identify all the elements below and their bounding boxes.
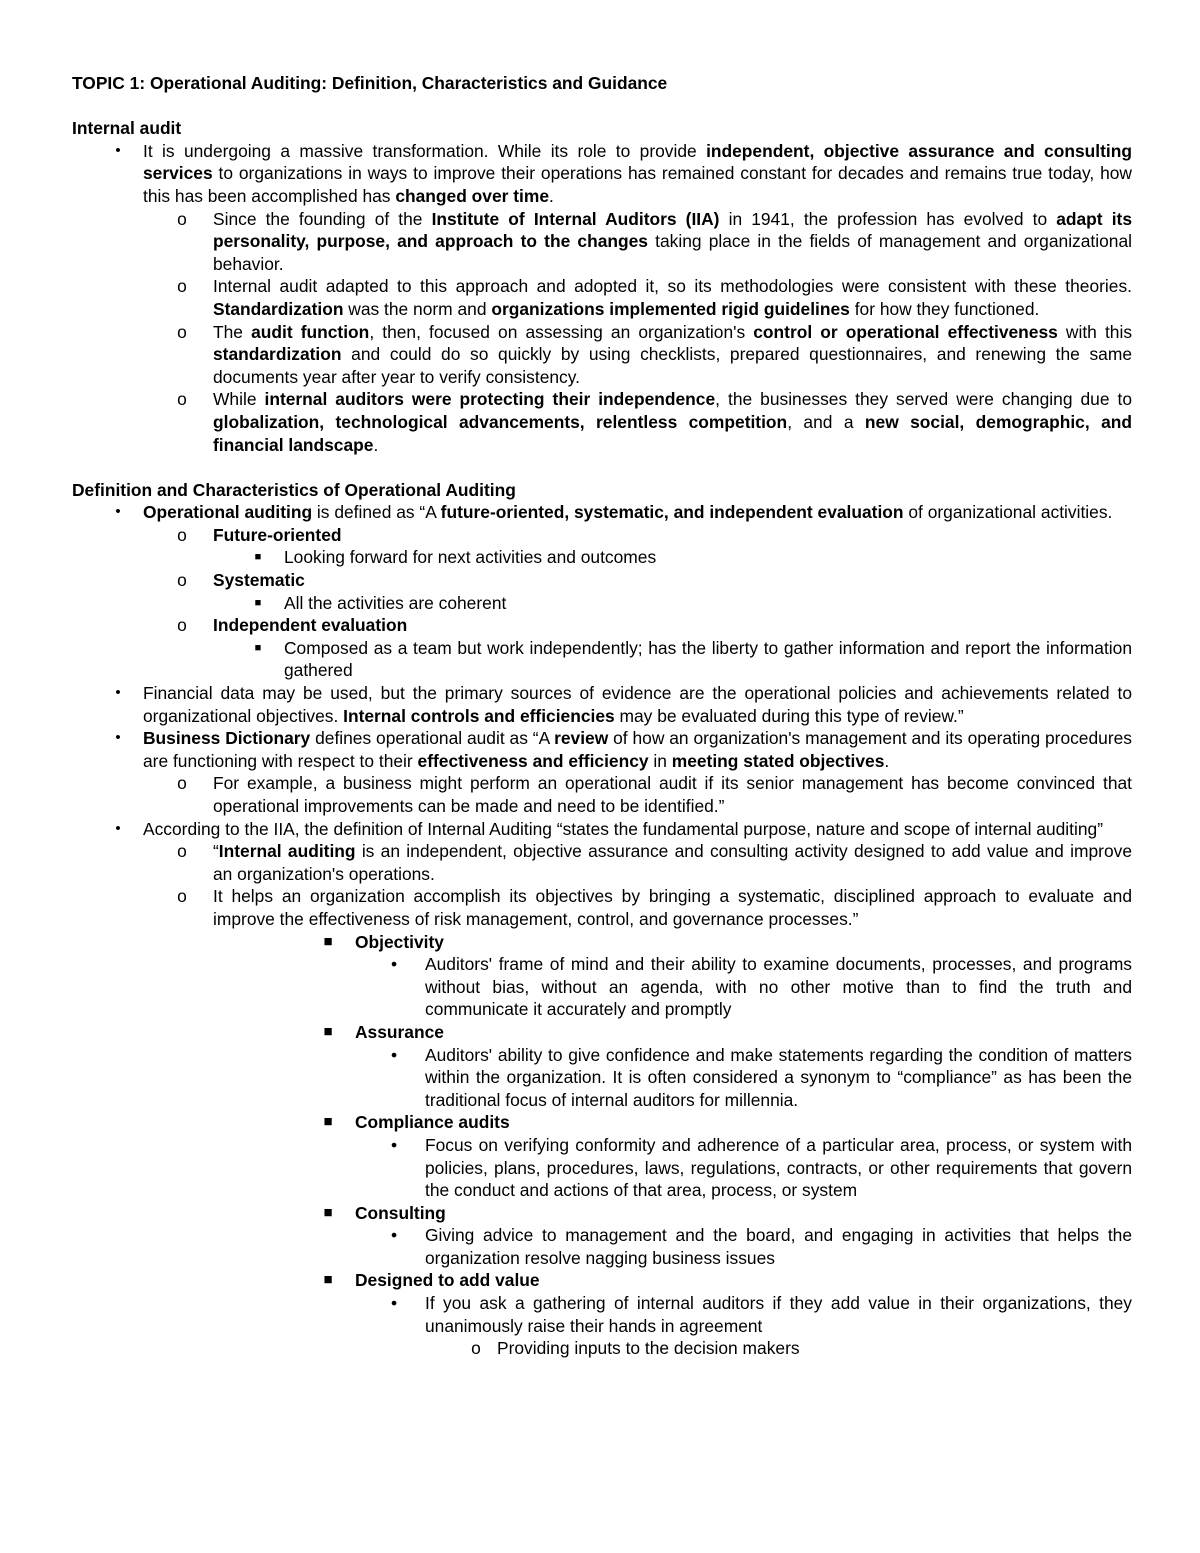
bold-text: Consulting — [355, 1202, 446, 1223]
list-item — [72, 140, 1132, 208]
list-item — [72, 1134, 1132, 1202]
bold-text: new social, demographic, and financial landscape — [213, 411, 1132, 455]
bullet-marker: ■ — [323, 1203, 333, 1221]
bullet-marker: • — [390, 1225, 398, 1246]
bullet-marker: o — [177, 570, 187, 591]
bold-text: adapt its personality, purpose, and approach to the changes — [213, 208, 1132, 252]
bullet-marker: • — [115, 729, 121, 747]
text-run: Looking forward for next activities and outcomes — [284, 547, 657, 568]
text-run: Since the founding of the — [213, 208, 432, 229]
text-run: Financial data may be used, but the primary sources of evidence are the operational policies and achievements related to organizational objectives. — [143, 683, 1132, 726]
text-run: may be evaluated during this type of review.” — [614, 705, 964, 726]
bullet-marker: ■ — [323, 1271, 333, 1289]
list-item — [72, 501, 1132, 524]
bullet-marker: • — [390, 954, 398, 975]
bullet-marker: ■ — [254, 641, 262, 654]
list-item — [72, 1269, 1132, 1292]
bullet-marker: • — [115, 503, 121, 521]
document-title: TOPIC 1: Operational Auditing: Definition, Characteristics and Guidance — [72, 73, 668, 93]
text-run: is defined as “A — [312, 502, 441, 523]
bold-text: Compliance audits — [355, 1112, 510, 1133]
text-run: defines operational audit as “A — [310, 728, 555, 749]
bullet-marker: ■ — [323, 1022, 333, 1040]
list-item — [72, 388, 1132, 456]
list-item — [72, 1224, 1132, 1269]
bold-text: Assurance — [355, 1021, 444, 1042]
bold-text: independent, objective assurance and consulting services — [143, 140, 1132, 184]
bold-text: organizations implemented rigid guidelines — [491, 298, 850, 319]
list-item — [72, 275, 1132, 320]
list-item — [72, 931, 1132, 954]
text-run: was the norm and — [343, 298, 492, 319]
text-run: . — [549, 185, 554, 206]
text-run: of how an organization's management and its operating procedures are functioning with respect to their — [143, 728, 1132, 771]
list-item — [72, 727, 1132, 772]
list-item — [72, 321, 1132, 389]
list-item — [72, 840, 1132, 885]
list-item — [72, 569, 1132, 592]
bold-text: Future-oriented — [213, 524, 342, 545]
list-item — [72, 614, 1132, 637]
text-run: It helps an organization accomplish its objectives by bringing a systematic, disciplined approach to evaluate and improve the effectiveness of risk management, control, and governance processes.” — [213, 886, 1132, 929]
bullet-marker: • — [390, 1293, 398, 1314]
document-page — [72, 72, 1132, 1360]
bold-text: Systematic — [213, 570, 305, 591]
bullet-marker: ■ — [254, 551, 262, 564]
bold-text: Objectivity — [355, 931, 444, 952]
bold-text: effectiveness and efficiency — [417, 750, 649, 771]
text-run: and could do so quickly by using checklists, prepared questionnaires, and renewing the same documents year after year to verify consistency. — [213, 344, 1132, 387]
bold-text: Standardization — [213, 298, 344, 319]
text-run: If you ask a gathering of internal auditors if they add value in their organizations, they unanimously raise their hands in agreement — [425, 1293, 1132, 1336]
bold-text: meeting stated objectives — [671, 750, 885, 771]
text-run: . — [884, 750, 890, 771]
bold-text: review — [554, 728, 609, 749]
bullet-marker: • — [115, 141, 121, 159]
bullet-marker: • — [390, 1044, 398, 1065]
list-item — [72, 953, 1132, 1021]
text-run: While — [213, 389, 265, 410]
bold-text: future-oriented, systematic, and independent evaluation — [440, 502, 904, 523]
text-run: for how they functioned. — [849, 298, 1040, 319]
text-run: . — [373, 434, 379, 455]
bold-text: Institute of Internal Auditors (IIA) — [431, 208, 720, 229]
text-run: , and a — [787, 411, 865, 432]
text-run: Giving advice to management and the board, and engaging in activities that helps the organization resolve nagging business issues — [425, 1225, 1132, 1268]
bullet-marker: • — [115, 819, 121, 837]
text-run: Providing inputs to the decision makers — [497, 1338, 800, 1359]
list-item — [72, 1292, 1132, 1337]
text-run: of organizational activities. — [903, 502, 1113, 523]
bullet-marker: o — [177, 886, 187, 907]
list-item — [72, 1202, 1132, 1225]
text-run: taking place in the fields of management and organizational behavior. — [213, 231, 1132, 274]
bold-text: standardization — [213, 344, 342, 365]
bullet-marker: • — [390, 1134, 398, 1155]
section-heading: Definition and Characteristics of Operational Auditing — [72, 479, 516, 500]
bullet-marker: o — [471, 1338, 481, 1359]
bullet-marker: o — [177, 773, 187, 794]
list-item — [72, 637, 1132, 682]
bullet-marker: o — [177, 389, 187, 410]
bold-text: globalization, technological advancements, relentless competition — [213, 411, 788, 432]
bullet-marker: ■ — [323, 932, 333, 950]
section-heading: Internal audit — [72, 118, 182, 139]
text-run: Focus on verifying conformity and adherence of a particular area, process, or system with policies, plans, procedures, laws, regulations, contracts, or other requirements that govern the conduct and actions of that area, process, or system — [425, 1134, 1132, 1201]
text-run: in — [648, 750, 672, 771]
bullet-marker: o — [177, 841, 187, 862]
list-item — [72, 1021, 1132, 1044]
bullet-marker: • — [115, 684, 121, 702]
text-run: Auditors' frame of mind and their ability to examine documents, processes, and programs without bias, without an agenda, with no other motive than to find the truth and communicate it accurately and promptly — [425, 954, 1132, 1020]
text-run: , then, focused on assessing an organization's — [369, 321, 754, 342]
list-item — [72, 592, 1132, 615]
bullet-marker: o — [177, 615, 187, 636]
bullet-marker: o — [177, 276, 187, 297]
text-run: The — [213, 321, 252, 342]
bold-text: Internal auditing — [218, 841, 356, 862]
bullet-marker: o — [177, 524, 187, 545]
list-item — [72, 208, 1132, 276]
bold-text: control or operational effectiveness — [753, 321, 1058, 342]
text-run: to organizations in ways to improve their operations has remained constant for decades and remains true today, how this has been accomplished has — [143, 163, 1132, 206]
text-run: , the businesses they served were changing due to — [715, 389, 1132, 410]
bold-text: Internal controls and efficiencies — [343, 705, 615, 726]
bold-text: Operational auditing — [143, 502, 313, 523]
list-item — [72, 885, 1132, 930]
bold-text: Designed to add value — [355, 1270, 540, 1291]
bullet-marker: ■ — [254, 596, 262, 609]
text-run: Composed as a team but work independently; has the liberty to gather information and report the information gathered — [284, 637, 1132, 681]
text-run: All the activities are coherent — [284, 592, 507, 613]
document-body — [72, 117, 1132, 1360]
bullet-marker: ■ — [323, 1113, 333, 1131]
list-item — [72, 1337, 1132, 1360]
bold-text: changed over time — [395, 185, 549, 206]
list-item — [72, 1111, 1132, 1134]
text-run: is an independent, objective assurance and consulting activity designed to add value and improve an organization's operations. — [213, 841, 1132, 884]
bold-text: Business Dictionary — [143, 728, 311, 749]
text-run: According to the IIA, the definition of Internal Auditing “states the fundamental purpose, nature and scope of internal auditing” — [143, 818, 1104, 839]
list-item — [72, 772, 1132, 817]
bold-text: Independent evaluation — [213, 615, 408, 636]
text-run: in 1941, the profession has evolved to — [719, 208, 1057, 229]
text-run: It is undergoing a massive transformation. While its role to provide — [143, 140, 707, 161]
list-item — [72, 524, 1132, 547]
bold-text: internal auditors were protecting their independence — [264, 389, 716, 410]
text-run: Auditors' ability to give confidence and make statements regarding the condition of matters within the organization. It is often considered a synonym to “compliance” as has been the traditional focus of internal auditors for millennia. — [425, 1044, 1132, 1110]
list-item — [72, 546, 1132, 569]
list-item — [72, 818, 1132, 841]
list-item — [72, 1044, 1132, 1112]
bold-text: audit function — [251, 321, 370, 342]
text-run: For example, a business might perform an operational audit if its senior management has become convinced that operational improvements can be made and need to be identified.” — [213, 773, 1132, 816]
bullet-marker: o — [177, 208, 187, 229]
text-run: “ — [213, 841, 219, 862]
text-run: Internal audit adapted to this approach and adopted it, so its methodologies were consistent with these theories. — [213, 276, 1132, 297]
bullet-marker: o — [177, 321, 187, 342]
text-run: with this — [1057, 321, 1133, 342]
list-item — [72, 682, 1132, 727]
